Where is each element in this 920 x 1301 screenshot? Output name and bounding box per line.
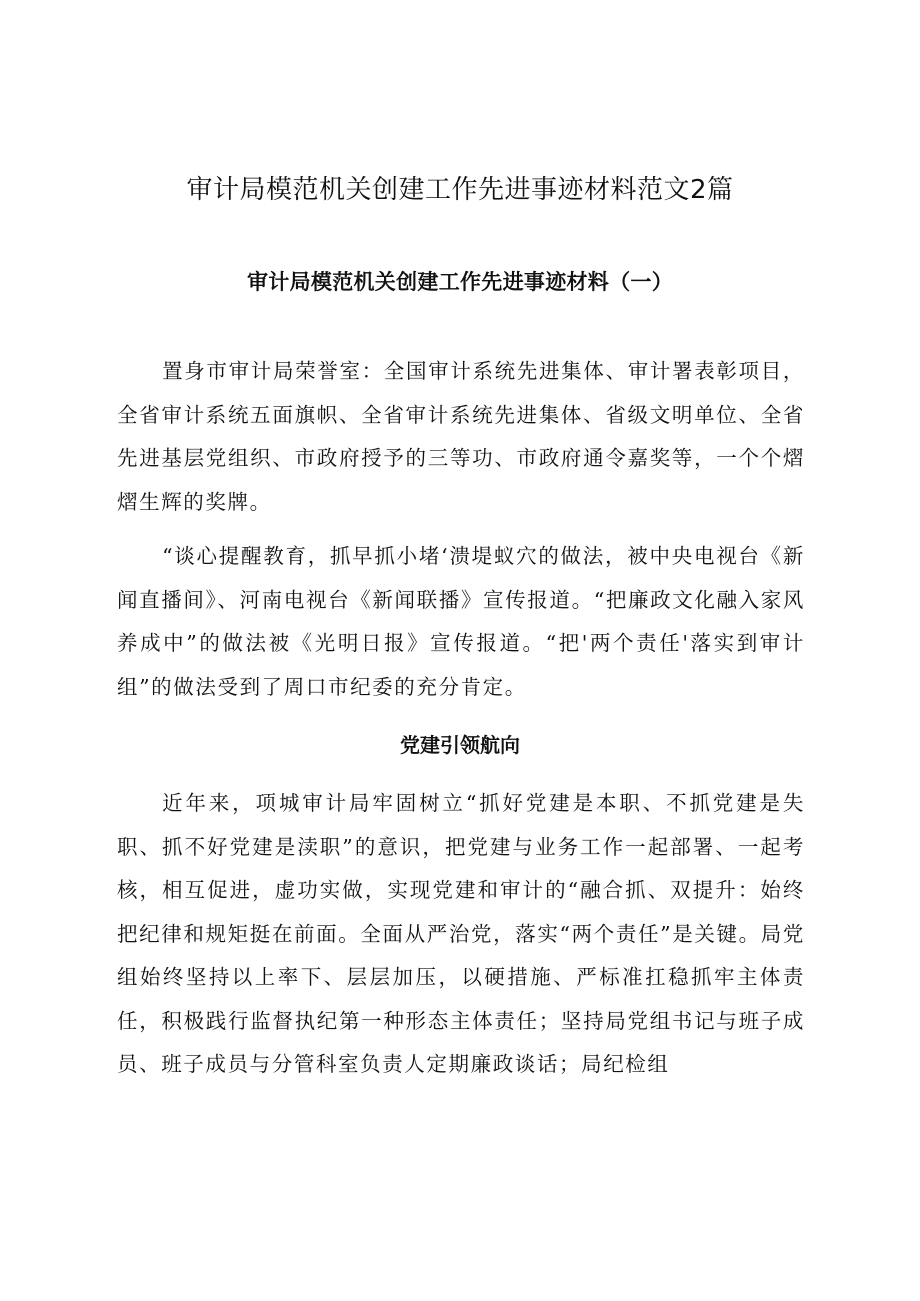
section-heading: 党建引领航向: [400, 733, 520, 757]
document-subtitle: 审计局模范机关创建工作先进事迹材料（一）: [247, 270, 673, 294]
paragraph-honors: 置身市审计局荣誉室：全国审计系统先进集体、审计署表彰项目，全省审计系统五面旗帜、全省审计系统先进集体、省级文明单位、全省先进基层党组织、市政府授予的三等功、市政府通令嘉奖等，一个个熠熠生辉的奖牌。: [117, 359, 805, 514]
paragraph-media-coverage: “谈心提醒教育，抓早抓小堵‘溃堤蚁穴的做法，被中央电视台《新闻直播间》、河南电视台《新闻联播》宣传报道。“把廉政文化融入家风养成中”的做法被《光明日报》宣传报道。“把'两个责任'落实到审计组”的做法受到了周口市纪委的充分肯定。: [117, 544, 805, 699]
paragraph-party-building: 近年来，项城审计局牢固树立“抓好党建是本职、不抓党建是失职、抓不好党建是渎职”的意识，把党建与业务工作一起部署、一起考核，相互促进，虚功实做，实现党建和审计的“融合抓、双提升：始终把纪律和规矩挺在前面。全面从严治党，落实“两个责任”是关键。局党组始终坚持以上率下、层层加压，以硬措施、严标准扛稳抓牢主体责任，积极践行监督执纪第一种形态主体责任；坚持局党组书记与班子成员、班子成员与分管科室负责人定期廉政谈话；局纪检组: [117, 791, 805, 1076]
document-title: 审计局模范机关创建工作先进事迹材料范文2篇: [186, 175, 734, 205]
